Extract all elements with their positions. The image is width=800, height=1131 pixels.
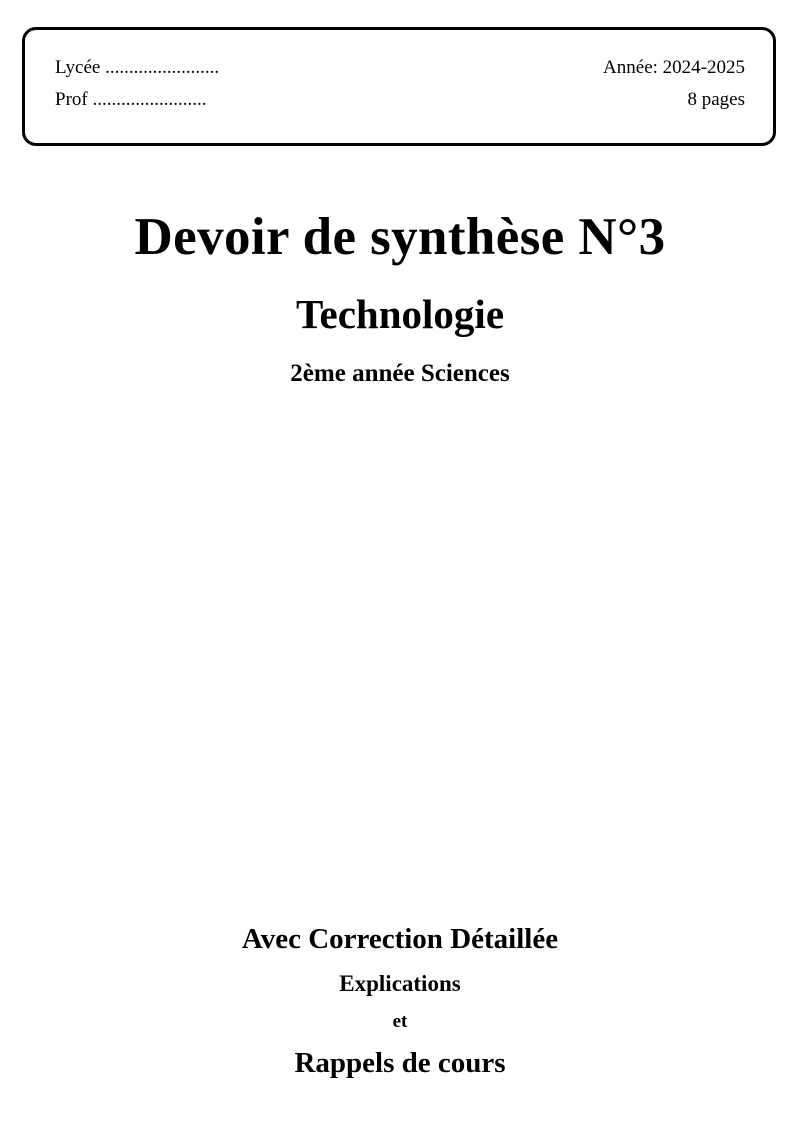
header-info-box: [22, 27, 776, 146]
footer-block: [0, 920, 800, 1082]
footer-conjunction: et: [392, 1011, 408, 1032]
document-title: Devoir de synthèse N°3: [134, 208, 666, 266]
header-row-teacher-pages: [55, 88, 745, 112]
teacher-name-field: Prof ........................: [55, 89, 207, 110]
footer-correction-note: Avec Correction Détaillée: [241, 923, 559, 955]
header-row-school-year: [55, 56, 745, 80]
title-block: [0, 205, 800, 390]
school-name-field: Lycée ........................: [55, 57, 220, 78]
footer-course-reminders-note: Rappels de cours: [294, 1047, 506, 1079]
page-count-label: 8 pages: [687, 89, 745, 110]
document-subject: Technologie: [295, 291, 505, 337]
header-info-rows: [55, 56, 745, 112]
document-level: 2ème année Sciences: [290, 360, 510, 387]
academic-year-label: Année: 2024-2025: [603, 57, 745, 78]
footer-explanations-note: Explications: [339, 971, 461, 996]
